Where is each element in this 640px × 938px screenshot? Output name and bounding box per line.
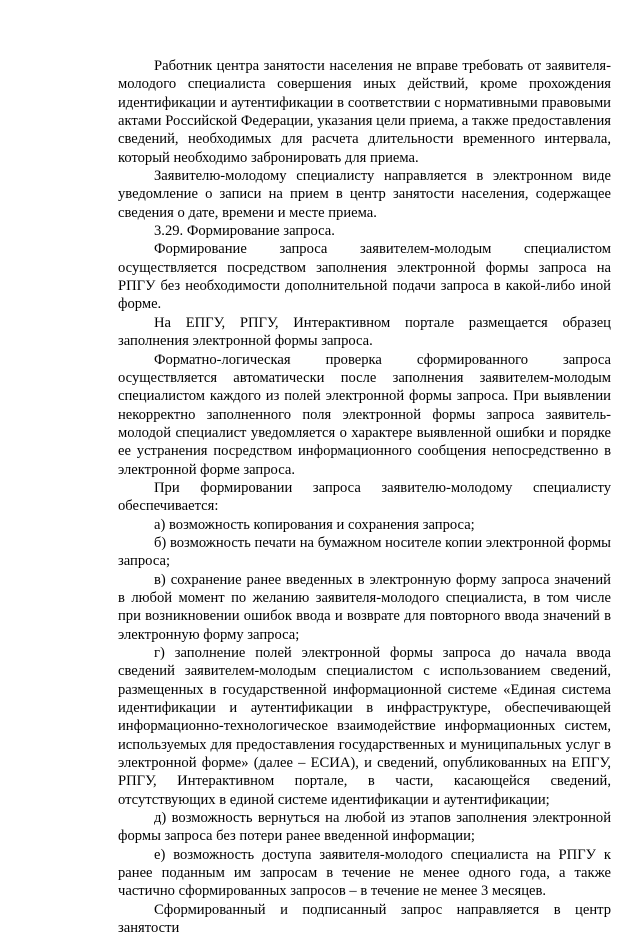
document-page: [118, 57, 611, 938]
list-item-a: а) возможность копирования и сохранения запроса;: [154, 516, 475, 533]
list-item-d: д) возможность вернуться на любой из этапов заполнения электронной формы запроса без потери ранее введенной информации;: [118, 810, 611, 845]
paragraph-request-formation: Формирование запроса заявителем-молодым специалистом осуществляется посредством заполнения электронной формы запроса на РПГУ без необходимости дополнительной подачи запроса в какой-либо иной форме.: [118, 241, 611, 313]
list-item-g: г) заполнение полей электронной формы запроса до начала ввода сведений заявителем-молодым специалистом с использованием сведений, размещенных в государственной информационной системе «Единая система идентификации и аутентификации в инфраструктуре, обеспечивающей информационно-технологическое взаимодействие информационных систем, используемых для предоставления государственных и муниципальных услуг в электронной форме» (далее – ЕСИА), и сведений, опубликованных на ЕПГУ, РПГУ, Интерактивном портале, в части, касающейся сведений, отсутствующих в единой системе идентификации и аутентификации;: [118, 645, 611, 808]
list-item-e: е) возможность доступа заявителя-молодого специалиста на РПГУ к ранее поданным им запросам в течение не менее одного года, а также частично сформированных запросов – в течение не менее 3 месяцев.: [118, 846, 611, 900]
paragraph-provided-features: При формировании запроса заявителю-молодому специалисту обеспечивается:: [118, 479, 611, 515]
paragraph-notification: Заявителю-молодому специалисту направляется в электронном виде уведомление о записи на прием в центр занятости населения, содержащее сведения о дате, времени и месте приема.: [118, 168, 611, 221]
paragraph-sample-form: На ЕПГУ, РПГУ, Интерактивном портале размещается образец заполнения электронной формы запроса.: [118, 314, 611, 350]
paragraph-employee-restrictions: Работник центра занятости населения не вправе требовать от заявителя-молодого специалиста совершения иных действий, кроме прохождения идентификации и аутентификации в соответствии с нормативными правовыми актами Российской Федерации, указания цели приема, а также предоставления сведений, необходимых для расчета длительности временного интервала, который необходимо забронировать для приема.: [118, 58, 611, 166]
paragraph-submitted-request: Сформированный и подписанный запрос направляется в центр занятости: [118, 901, 611, 937]
list-item-b: б) возможность печати на бумажном носителе копии электронной формы запроса;: [118, 534, 611, 570]
paragraph-format-check: Форматно-логическая проверка сформированного запроса осуществляется автоматически после заполнения заявителем-молодым специалистом каждого из полей электронной формы запроса. При выявлении некорректно заполненного поля электронной формы запроса заявитель-молодой специалист уведомляется о характере выявленной ошибки и порядке ее устранения посредством информационного сообщения непосредственно в электронной форме запроса.: [118, 351, 611, 478]
list-item-v: в) сохранение ранее введенных в электронную форму запроса значений в любой момент по желанию заявителя-молодого специалиста, в том числе при возникновении ошибок ввода и возврате для повторного ввода значений в электронную форму запроса;: [118, 571, 611, 643]
section-heading-3-29: 3.29. Формирование запроса.: [154, 223, 335, 240]
